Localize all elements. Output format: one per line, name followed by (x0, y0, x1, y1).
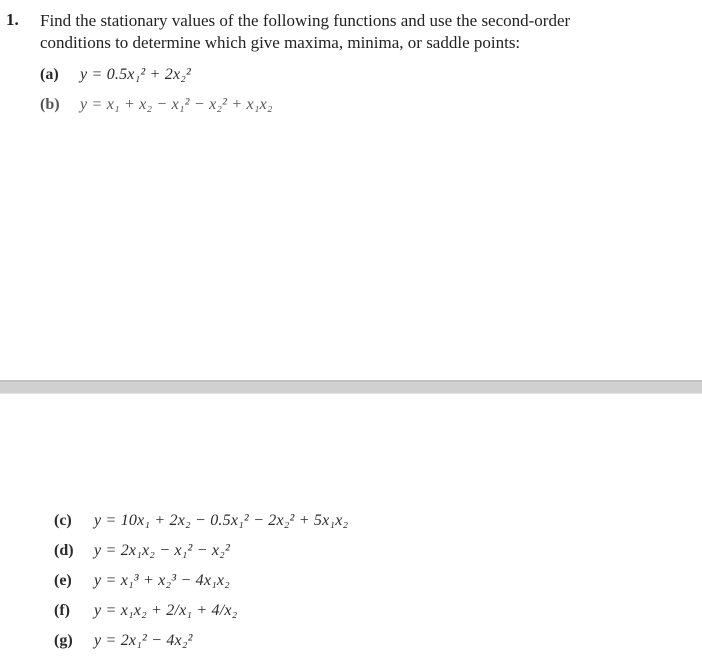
part-equation: y = x₁ + x₂ − x₁² − x₂² + x₁x₂ (80, 96, 273, 113)
part-label: (f) (54, 602, 70, 619)
question-number: 1. (6, 10, 19, 29)
part-equation: y = 2x₁x₂ − x₁² − x₂² (94, 542, 230, 559)
part-label: (b) (40, 96, 60, 113)
part-label: (d) (54, 542, 74, 559)
part-e (54, 572, 230, 590)
part-g (54, 632, 193, 650)
part-label: (g) (54, 632, 73, 649)
part-a (40, 66, 191, 84)
part-equation: y = 0.5x₁² + 2x₂² (80, 66, 192, 83)
page-divider (0, 380, 702, 394)
part-equation: y = 2x₁² − 4x₂² (94, 632, 193, 649)
part-c (54, 512, 348, 530)
part-equation: y = 10x₁ + 2x₂ − 0.5x₁² − 2x₂² + 5x₁x₂ (94, 512, 349, 529)
part-label: (e) (54, 572, 72, 589)
part-equation: y = x₁³ + x₂³ − 4x₁x₂ (94, 572, 230, 589)
part-equation: y = x₁x₂ + 2/x₁ + 4/x₂ (94, 602, 238, 619)
part-b (40, 96, 273, 114)
question-prompt: Find the stationary values of the following functions and use the second-order conditions to determine which give maxima, minima, or saddle points: (40, 11, 571, 52)
part-f (54, 602, 237, 620)
part-label: (a) (40, 66, 59, 83)
part-label: (c) (54, 512, 72, 529)
part-d (54, 542, 230, 560)
